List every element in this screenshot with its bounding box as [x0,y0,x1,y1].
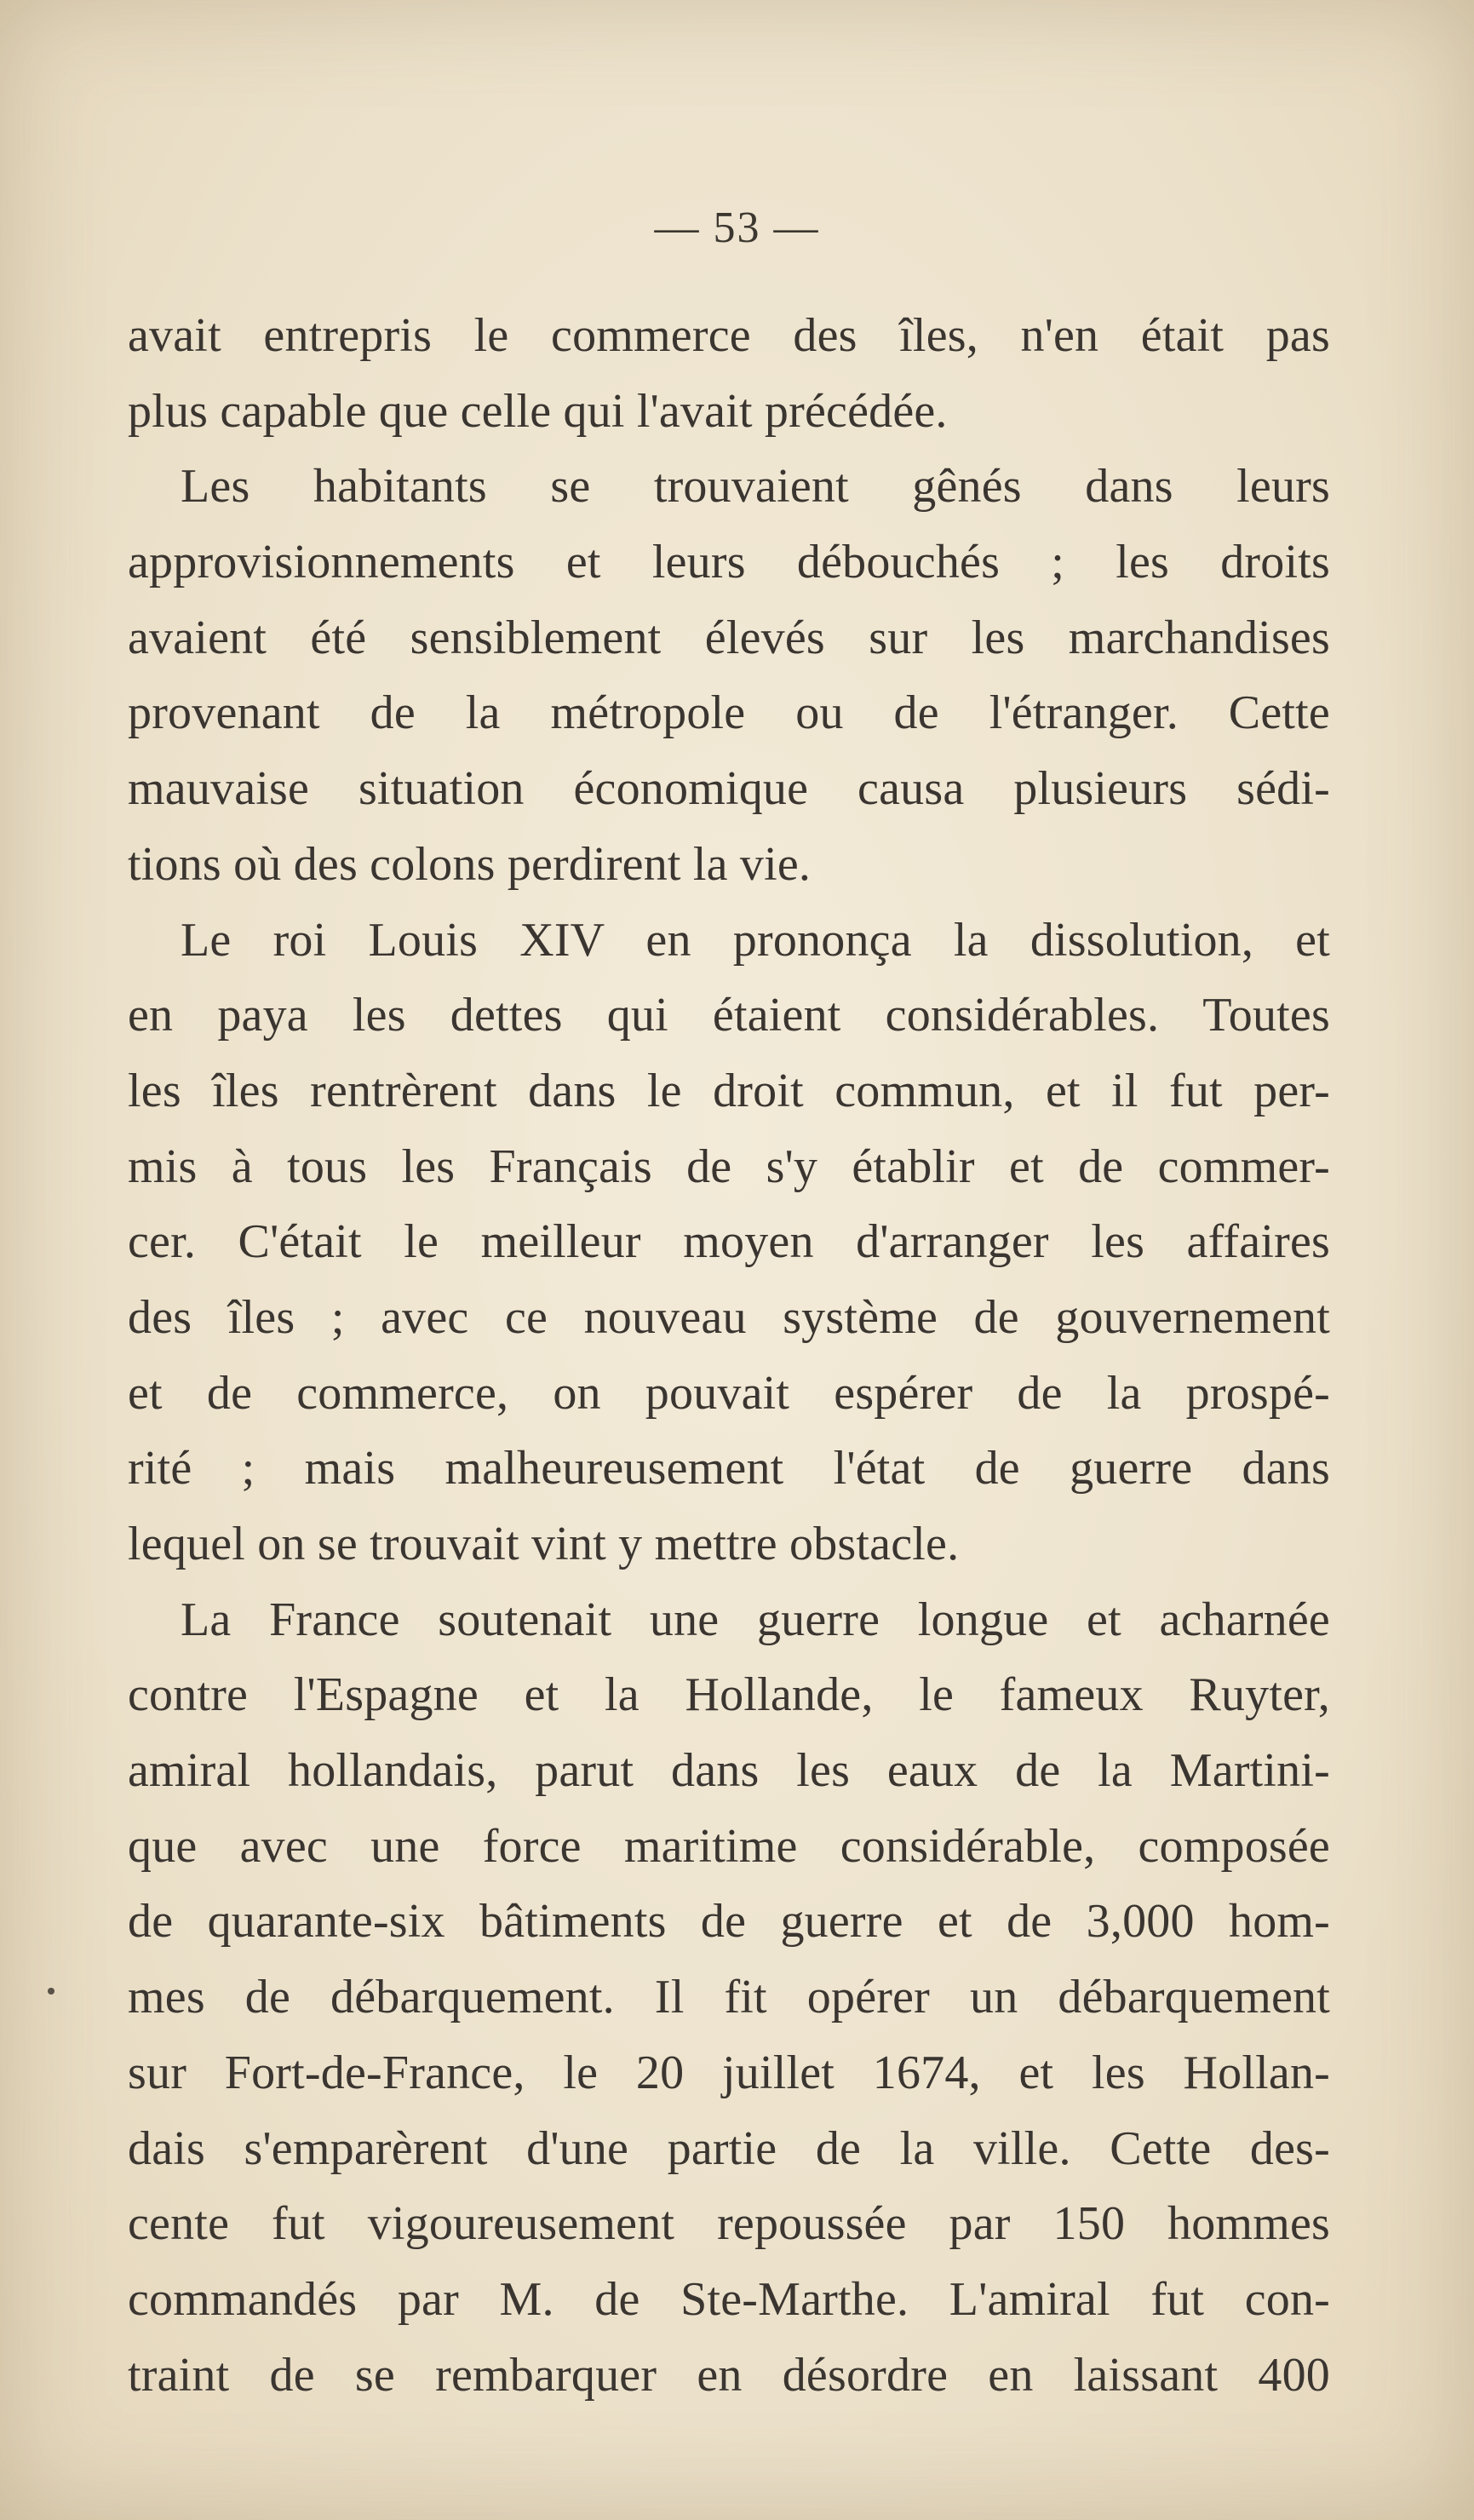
text-line: dais s'emparèrent d'une partie de la ville. Cette des- [128,2121,1330,2175]
text-line: mis à tous les Français de s'y établir et de commer- [128,1139,1330,1193]
text-line: de quarante-six bâtiments de guerre et de 3,000 hom- [128,1895,1330,1949]
text-line: mauvaise situation économique causa plusieurs sédi- [128,762,1330,816]
text-line: amiral hollandais, parut dans les eaux de la Martini- [128,1744,1330,1798]
text-line: que avec une force maritime considérable, composée [128,1819,1330,1873]
text-line: lequel on se trouvait vint y mettre obstacle. [128,1518,960,1570]
text-line: Les habitants se trouvaient gênés dans leurs [181,460,1330,514]
text-line: des îles ; avec ce nouveau système de gouvernement [128,1290,1330,1344]
text-line: Le roi Louis XIV en prononça la dissolution, et [181,913,1330,967]
page-number: — 53 — [654,204,820,252]
text-line: cente fut vigoureusement repoussée par 150 hommes [128,2197,1330,2251]
text-line: les îles rentrèrent dans le droit commun, et il fut per- [128,1064,1330,1117]
text-line: contre l'Espagne et la Hollande, le fameux Ruyter, [128,1668,1330,1722]
text-line: tions où des colons perdirent la vie. [128,837,812,891]
text-line: en paya les dettes qui étaient considérables. Toutes [128,989,1330,1042]
text-line: avait entrepris le commerce des îles, n'en était pas [128,309,1330,362]
text-line: plus capable que celle qui l'avait précédée. [128,384,948,438]
text-line: commandés par M. de Ste-Marthe. L'amiral fut con- [128,2272,1330,2326]
text-line: avaient été sensiblement élevés sur les marchandises [128,611,1330,664]
text-line: La France soutenait une guerre longue et acharnée [181,1593,1330,1646]
text-line: cer. C'était le meilleur moyen d'arranger les affaires [128,1215,1330,1269]
text-line: rité ; mais malheureusement l'état de guerre dans [128,1442,1330,1495]
text-line: mes de débarquement. Il fit opérer un débarquement [128,1971,1330,2024]
text-line: approvisionnements et leurs débouchés ; les droits [128,536,1330,589]
text-line: provenant de la métropole ou de l'étranger. Cette [128,686,1330,740]
text-line: traint de se rembarquer en désordre en laissant 400 [128,2348,1330,2402]
margin-ink-speck [48,1988,54,1995]
text-line: et de commerce, on pouvait espérer de la prospé- [128,1366,1330,1420]
text-line: sur Fort-de-France, le 20 juillet 1674, et les Hollan- [128,2046,1330,2099]
body-text [128,298,1330,2413]
